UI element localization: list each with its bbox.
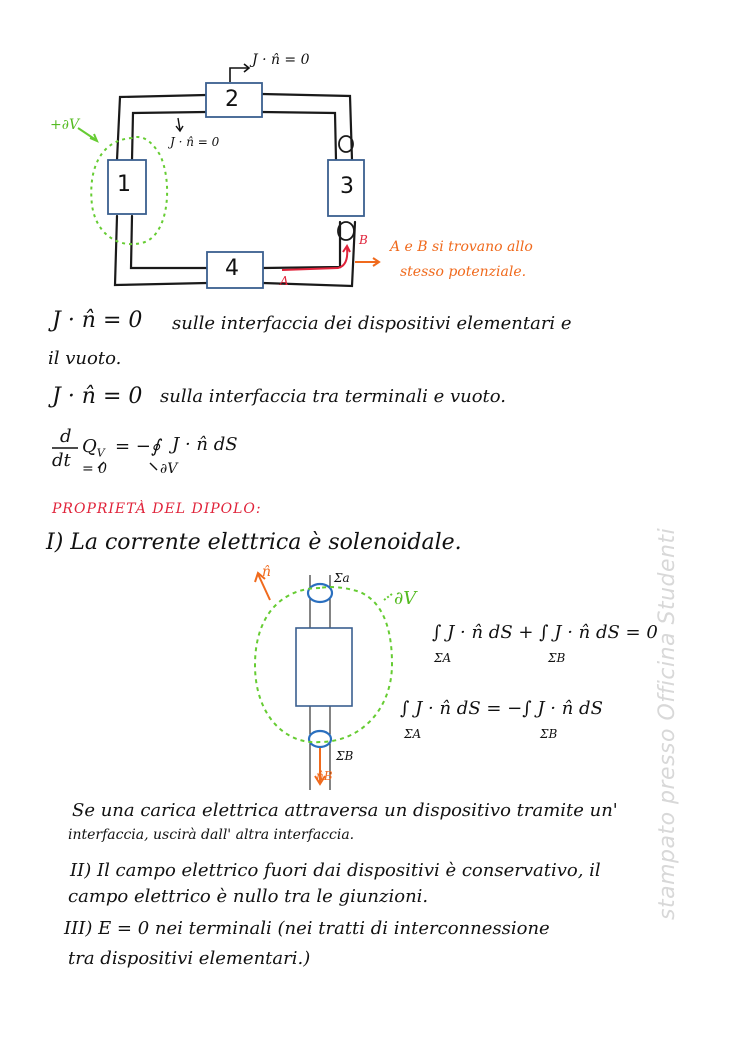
property-2-line2: campo elettrico è nullo tra le giunzioni. (68, 886, 429, 907)
deriv-eq: = −∮ (115, 436, 161, 457)
line3-text: sulla interfaccia tra terminali e vuoto. (160, 386, 507, 407)
ab-note-line1: A e B si trovano allo (390, 239, 533, 255)
inner-note: J · n̂ = 0 (170, 135, 220, 149)
dipole-normal-label: n̂ (262, 564, 272, 580)
property-2-line1: II) Il campo elettrico fuori dai dispositivi è conservativo, il (70, 860, 601, 881)
surface-arrow (150, 463, 157, 470)
deriv-integrand: J · n̂ dS (172, 434, 238, 455)
property-3-line1: III) E = 0 nei terminali (nei tratti di interconnessione (64, 918, 550, 939)
dipole-sigma-a-label: Σa (334, 571, 350, 585)
box-1-label: 1 (117, 172, 131, 197)
point-b-label: B (359, 233, 368, 247)
green-arrow (78, 128, 96, 140)
dipole-box (296, 628, 352, 706)
paragraph-1-line2: interfaccia, uscirà dall' altra interfaccia. (68, 827, 355, 843)
line2-text: il vuoto. (48, 348, 122, 369)
dipole-diagram (255, 573, 392, 790)
equation-2-sub-a: ΣA (404, 727, 422, 741)
property-3-line2: tra dispositivi elementari.) (68, 948, 311, 969)
dipole-sigma-b-label: ΣB (336, 749, 354, 763)
equation-1: ∫ J · n̂ dS + ∫ J · n̂ dS = 0 (432, 622, 658, 643)
ab-note-line2: stesso potenziale. (400, 264, 527, 280)
point-a-label: A (280, 274, 289, 288)
deriv-d: d (60, 426, 72, 447)
dipole-normal-b-label: n̂B (316, 769, 333, 783)
watermark: stampato presso Officina Studenti (655, 527, 680, 920)
equation-1-sub-b: ΣB (548, 651, 566, 665)
line3-formula: J · n̂ = 0 (52, 384, 143, 409)
equation-1-sub-a: ΣA (434, 651, 452, 665)
terminal-sigma-b (309, 731, 331, 747)
property-1: I) La corrente elettrica è solenoidale. (46, 530, 462, 555)
terminal-sigma-a (308, 584, 332, 602)
surface-label-circuit: +∂V (50, 117, 80, 133)
line1-text: sulle interfaccia dei dispositivi elementari e (172, 313, 572, 334)
dipole-surface-label: ∂V (394, 588, 417, 609)
deriv-surface: ∂V (160, 461, 178, 477)
top-note: J · n̂ = 0 (252, 52, 310, 68)
section-title: PROPRIETÀ DEL DIPOLO: (52, 501, 262, 517)
deriv-q: $Q_V$ (82, 436, 105, 460)
box-3-label: 3 (340, 174, 354, 199)
line1-formula: J · n̂ = 0 (52, 308, 143, 333)
box-2-label: 2 (225, 87, 239, 112)
deriv-dt: dt (52, 450, 71, 471)
equation-2-sub-b: ΣB (540, 727, 558, 741)
box-4-label: 4 (225, 256, 239, 281)
deriv-zero: = 0 (82, 461, 108, 477)
equation-2: ∫ J · n̂ dS = −∫ J · n̂ dS (400, 698, 603, 719)
paragraph-1-line1: Se una carica elettrica attraversa un dispositivo tramite un' (72, 800, 618, 821)
